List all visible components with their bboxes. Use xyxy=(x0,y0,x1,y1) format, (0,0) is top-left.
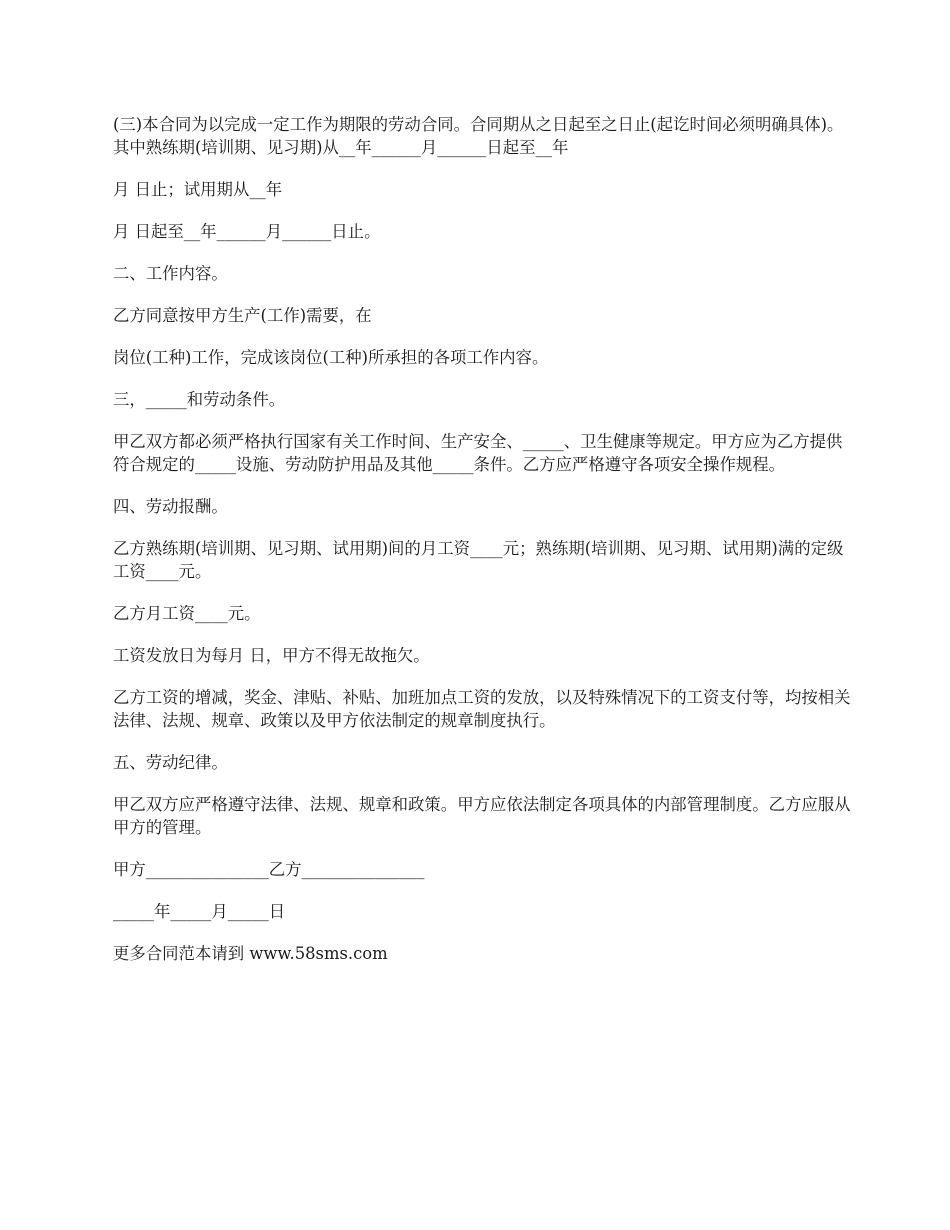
section-heading-work-content: 二、工作内容。 xyxy=(113,264,228,283)
section-heading-conditions: 三，_____和劳动条件。 xyxy=(113,390,286,409)
discipline-paragraph: 甲乙双方应严格遵守法律、法规、规章和政策。甲方应依法制定各项具体的内部管理制度。乙方应服从甲方的管理。 xyxy=(113,795,851,837)
signature-line: 甲方_______________乙方_______________ xyxy=(113,860,425,879)
conditions-paragraph: 甲乙双方都必须严格执行国家有关工作时间、生产安全、_____、卫生健康等规定。甲方应为乙方提供符合规定的_____设施、劳动防护用品及其他_____条件。乙方应严格遵守各项安全操作规程。 xyxy=(113,432,843,474)
probation-wage-paragraph: 乙方熟练期(培训期、见习期、试用期)间的月工资____元；熟练期(培训期、见习期、试用期)满的定级工资____元。 xyxy=(113,539,844,581)
payday-paragraph: 工资发放日为每月 日，甲方不得无故拖欠。 xyxy=(113,646,430,665)
footer-link-text: 更多合同范本请到 www.58sms.com xyxy=(113,944,388,963)
probation-start-paragraph: 月 日止；试用期从__年 xyxy=(113,180,283,199)
work-content-paragraph: 乙方同意按甲方生产(工作)需要，在 xyxy=(113,306,372,325)
work-position-paragraph: 岗位(工种)工作，完成该岗位(工种)所承担的各项工作内容。 xyxy=(113,348,549,367)
document-page xyxy=(113,113,853,984)
monthly-wage-paragraph: 乙方月工资____元。 xyxy=(113,604,261,623)
term-clause-paragraph: (三)本合同为以完成一定工作为期限的劳动合同。合同期从之日起至之日止(起讫时间必须明确具体)。其中熟练期(培训期、见习期)从__年______月______日起至__年 xyxy=(113,115,844,157)
section-heading-remuneration: 四、劳动报酬。 xyxy=(113,497,228,516)
probation-end-paragraph: 月 日起至__年______月______日止。 xyxy=(113,222,381,241)
date-line: _____年_____月_____日 xyxy=(113,902,286,921)
section-heading-discipline: 五、劳动纪律。 xyxy=(113,753,228,772)
wage-adjustment-paragraph: 乙方工资的增减，奖金、津贴、补贴、加班加点工资的发放，以及特殊情况下的工资支付等，均按相关法律、法规、规章、政策以及甲方依法制定的规章制度执行。 xyxy=(113,688,851,730)
